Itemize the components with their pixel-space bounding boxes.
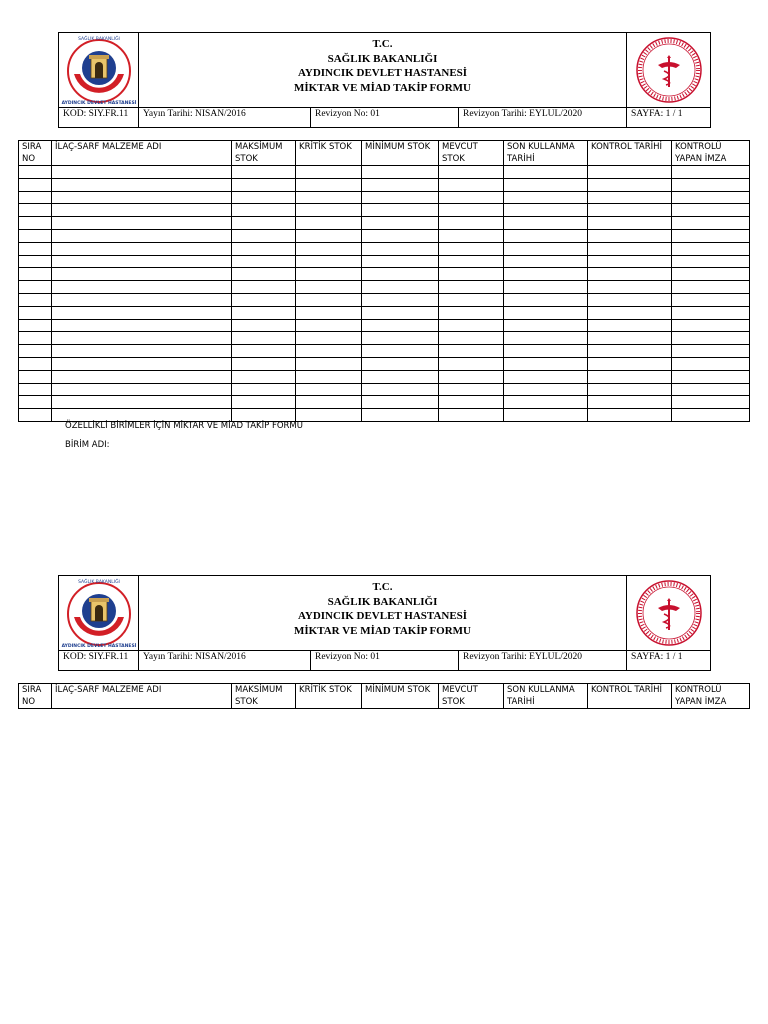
- table-cell[interactable]: [588, 319, 672, 332]
- stock-table-2: [18, 683, 750, 709]
- revision-no: Revizyon No: 01: [311, 108, 459, 128]
- ministry-seal-icon: [627, 33, 711, 108]
- form-header-1: [58, 32, 710, 128]
- table-cell[interactable]: [672, 178, 750, 191]
- table-cell[interactable]: [232, 319, 296, 332]
- unit-name-label: BİRİM ADI:: [65, 440, 110, 450]
- table-row: [19, 319, 750, 332]
- table-cell[interactable]: [362, 242, 439, 255]
- table-cell[interactable]: [362, 306, 439, 319]
- table-cell[interactable]: [296, 204, 362, 217]
- hospital-logo-icon: [59, 576, 139, 651]
- table-cell[interactable]: [439, 345, 504, 358]
- table-cell[interactable]: [19, 293, 52, 306]
- table-cell[interactable]: [52, 242, 232, 255]
- table-cell[interactable]: [672, 306, 750, 319]
- publish-date: Yayın Tarihi: NISAN/2016: [139, 108, 311, 128]
- table-cell[interactable]: [672, 293, 750, 306]
- table-cell[interactable]: [504, 293, 588, 306]
- table-cell[interactable]: [362, 293, 439, 306]
- table-cell[interactable]: [672, 370, 750, 383]
- table-cell[interactable]: [232, 166, 296, 179]
- table-cell[interactable]: [52, 332, 232, 345]
- table-cell[interactable]: [52, 166, 232, 179]
- table-header-row: [19, 684, 750, 709]
- table-row: [19, 306, 750, 319]
- table-cell[interactable]: [504, 319, 588, 332]
- table-cell[interactable]: [588, 345, 672, 358]
- table-cell[interactable]: [504, 345, 588, 358]
- table-cell[interactable]: [588, 409, 672, 422]
- table-cell[interactable]: [296, 293, 362, 306]
- table-cell[interactable]: [232, 229, 296, 242]
- table-cell[interactable]: [296, 281, 362, 294]
- page-number: SAYFA: 1 / 1: [627, 651, 711, 671]
- table-cell[interactable]: [296, 166, 362, 179]
- form-subtitle: ÖZELLİKLİ BİRİMLER İÇİN MİKTAR VE MİAD TAKİP FORMU: [65, 421, 303, 431]
- table-cell[interactable]: [504, 178, 588, 191]
- form-code: KOD: SIY.FR.11: [59, 108, 139, 128]
- table-cell[interactable]: [52, 396, 232, 409]
- table-cell[interactable]: [672, 383, 750, 396]
- table-cell[interactable]: [504, 357, 588, 370]
- table-cell[interactable]: [504, 268, 588, 281]
- col-max-stock: MAKSİMUM STOK: [232, 684, 296, 709]
- table-row: [19, 268, 750, 281]
- table-cell[interactable]: [362, 268, 439, 281]
- table-cell[interactable]: [362, 396, 439, 409]
- table-row: [19, 166, 750, 179]
- table-cell[interactable]: [296, 268, 362, 281]
- table-cell[interactable]: [19, 204, 52, 217]
- col-sira-no: SIRA NO: [19, 141, 52, 166]
- table-row: [19, 409, 750, 422]
- table-cell[interactable]: [296, 370, 362, 383]
- table-cell[interactable]: [19, 357, 52, 370]
- table-cell[interactable]: [52, 383, 232, 396]
- table-cell[interactable]: [362, 332, 439, 345]
- table-cell[interactable]: [296, 332, 362, 345]
- table-cell[interactable]: [19, 319, 52, 332]
- table-cell[interactable]: [232, 268, 296, 281]
- title-form: MİKTAR VE MİAD TAKİP FORMU: [293, 624, 472, 637]
- table-cell[interactable]: [296, 357, 362, 370]
- table-cell[interactable]: [52, 293, 232, 306]
- table-cell[interactable]: [588, 217, 672, 230]
- page-number: SAYFA: 1 / 1: [627, 108, 711, 128]
- table-cell[interactable]: [588, 383, 672, 396]
- table-cell[interactable]: [362, 229, 439, 242]
- table-cell[interactable]: [232, 383, 296, 396]
- table-cell[interactable]: [296, 383, 362, 396]
- table-cell[interactable]: [588, 268, 672, 281]
- table-row: [19, 242, 750, 255]
- hospital-logo-icon: [59, 33, 139, 108]
- table-cell[interactable]: [52, 345, 232, 358]
- table-cell[interactable]: [19, 281, 52, 294]
- table-cell[interactable]: [232, 191, 296, 204]
- table-row: [19, 396, 750, 409]
- table-cell[interactable]: [19, 178, 52, 191]
- table-cell[interactable]: [296, 178, 362, 191]
- table-cell[interactable]: [232, 396, 296, 409]
- table-cell[interactable]: [362, 255, 439, 268]
- col-control-date: KONTROL TARİHİ: [588, 141, 672, 166]
- table-row: [19, 191, 750, 204]
- table-cell[interactable]: [672, 357, 750, 370]
- table-cell[interactable]: [588, 306, 672, 319]
- table-cell[interactable]: [439, 370, 504, 383]
- table-cell[interactable]: [439, 293, 504, 306]
- table-cell[interactable]: [19, 332, 52, 345]
- table-cell[interactable]: [52, 229, 232, 242]
- table-cell[interactable]: [439, 191, 504, 204]
- table-cell[interactable]: [232, 217, 296, 230]
- table-cell[interactable]: [19, 242, 52, 255]
- form-title: [139, 576, 627, 651]
- table-cell[interactable]: [232, 204, 296, 217]
- table-cell[interactable]: [504, 242, 588, 255]
- table-cell[interactable]: [439, 217, 504, 230]
- col-control-date: KONTROL TARİHİ: [588, 684, 672, 709]
- table-cell[interactable]: [362, 357, 439, 370]
- form-code: KOD: SIY.FR.11: [59, 651, 139, 671]
- table-cell[interactable]: [504, 166, 588, 179]
- revision-date: Revizyon Tarihi: EYLUL/2020: [459, 651, 627, 671]
- table-cell[interactable]: [672, 319, 750, 332]
- table-cell[interactable]: [296, 319, 362, 332]
- table-row: [19, 255, 750, 268]
- table-cell[interactable]: [362, 178, 439, 191]
- table-cell[interactable]: [232, 255, 296, 268]
- table-cell[interactable]: [362, 345, 439, 358]
- table-cell[interactable]: [672, 345, 750, 358]
- table-row: [19, 370, 750, 383]
- table-cell[interactable]: [588, 396, 672, 409]
- table-cell[interactable]: [52, 268, 232, 281]
- table-cell[interactable]: [588, 281, 672, 294]
- table-cell[interactable]: [588, 229, 672, 242]
- table-cell[interactable]: [588, 242, 672, 255]
- col-expiry-date: SON KULLANMA TARİHİ: [504, 684, 588, 709]
- table-cell[interactable]: [19, 383, 52, 396]
- table-cell[interactable]: [52, 191, 232, 204]
- table-cell[interactable]: [232, 178, 296, 191]
- table-cell[interactable]: [19, 409, 52, 422]
- table-cell[interactable]: [439, 204, 504, 217]
- col-material-name: İLAÇ-SARF MALZEME ADI: [52, 141, 232, 166]
- table-cell[interactable]: [672, 409, 750, 422]
- table-cell[interactable]: [52, 370, 232, 383]
- table-cell[interactable]: [296, 409, 362, 422]
- table-cell[interactable]: [296, 345, 362, 358]
- table-cell[interactable]: [52, 409, 232, 422]
- col-material-name: İLAÇ-SARF MALZEME ADI: [52, 684, 232, 709]
- table-cell[interactable]: [232, 306, 296, 319]
- col-min-stock: MİNİMUM STOK: [362, 141, 439, 166]
- form-title: [139, 33, 627, 108]
- table-cell[interactable]: [19, 396, 52, 409]
- table-cell[interactable]: [232, 370, 296, 383]
- table-cell[interactable]: [362, 370, 439, 383]
- table-row: [19, 332, 750, 345]
- table-cell[interactable]: [232, 357, 296, 370]
- table-cell[interactable]: [19, 306, 52, 319]
- table-cell[interactable]: [672, 217, 750, 230]
- table-cell[interactable]: [672, 242, 750, 255]
- table-cell[interactable]: [504, 409, 588, 422]
- table-cell[interactable]: [52, 178, 232, 191]
- table-cell[interactable]: [296, 217, 362, 230]
- table-row: [19, 383, 750, 396]
- table-cell[interactable]: [504, 204, 588, 217]
- table-cell[interactable]: [232, 242, 296, 255]
- table-cell[interactable]: [588, 357, 672, 370]
- col-min-stock: MİNİMUM STOK: [362, 684, 439, 709]
- table-row: [19, 345, 750, 358]
- title-hospital: AYDINCIK DEVLET HASTANESİ: [297, 67, 468, 79]
- table-cell[interactable]: [504, 217, 588, 230]
- table-cell[interactable]: [439, 396, 504, 409]
- table-cell[interactable]: [504, 229, 588, 242]
- title-form: MİKTAR VE MİAD TAKİP FORMU: [293, 81, 472, 94]
- col-current-stock: MEVCUT STOK: [439, 141, 504, 166]
- col-expiry-date: SON KULLANMA TARİHİ: [504, 141, 588, 166]
- table-row: [19, 357, 750, 370]
- revision-no: Revizyon No: 01: [311, 651, 459, 671]
- table-cell[interactable]: [672, 191, 750, 204]
- table-cell[interactable]: [588, 204, 672, 217]
- table-cell[interactable]: [504, 396, 588, 409]
- table-cell[interactable]: [504, 191, 588, 204]
- table-cell[interactable]: [439, 281, 504, 294]
- title-ministry: SAĞLIK BAKANLIĞI: [327, 52, 438, 65]
- publish-date: Yayın Tarihi: NISAN/2016: [139, 651, 311, 671]
- table-cell[interactable]: [672, 396, 750, 409]
- table-cell[interactable]: [296, 229, 362, 242]
- table-cell[interactable]: [439, 255, 504, 268]
- table-cell[interactable]: [439, 319, 504, 332]
- table-row: [19, 204, 750, 217]
- table-cell[interactable]: [232, 332, 296, 345]
- col-sira-no: SIRA NO: [19, 684, 52, 709]
- table-cell[interactable]: [362, 191, 439, 204]
- table-cell[interactable]: [439, 229, 504, 242]
- table-cell[interactable]: [439, 383, 504, 396]
- table-cell[interactable]: [504, 306, 588, 319]
- table-cell[interactable]: [19, 166, 52, 179]
- table-cell[interactable]: [362, 281, 439, 294]
- table-cell[interactable]: [296, 242, 362, 255]
- col-controller-signature: KONTROLÜ YAPAN İMZA: [672, 684, 750, 709]
- table-cell[interactable]: [588, 166, 672, 179]
- table-row: [19, 229, 750, 242]
- title-ministry: SAĞLIK BAKANLIĞI: [327, 595, 438, 608]
- table-row: [19, 178, 750, 191]
- table-cell[interactable]: [362, 204, 439, 217]
- table-cell[interactable]: [439, 242, 504, 255]
- table-cell[interactable]: [504, 281, 588, 294]
- logo-ring-text: AYDINCIK DEVLET HASTANESİ: [61, 644, 136, 649]
- table-cell[interactable]: [296, 191, 362, 204]
- table-cell[interactable]: [672, 229, 750, 242]
- table-cell[interactable]: [439, 268, 504, 281]
- table-cell[interactable]: [588, 370, 672, 383]
- table-cell[interactable]: [232, 281, 296, 294]
- table-cell[interactable]: [362, 409, 439, 422]
- table-cell[interactable]: [588, 255, 672, 268]
- col-max-stock: MAKSİMUM STOK: [232, 141, 296, 166]
- logo-top-text: SAĞLIK BAKANLIĞI: [77, 580, 120, 585]
- table-row: [19, 217, 750, 230]
- table-cell[interactable]: [439, 306, 504, 319]
- title-tc: T.C.: [372, 581, 393, 593]
- table-cell[interactable]: [52, 319, 232, 332]
- table-cell[interactable]: [19, 191, 52, 204]
- table-cell[interactable]: [672, 268, 750, 281]
- col-critical-stock: KRİTİK STOK: [296, 141, 362, 166]
- table-row: [19, 293, 750, 306]
- table-cell[interactable]: [439, 178, 504, 191]
- table-cell[interactable]: [362, 319, 439, 332]
- table-cell[interactable]: [362, 217, 439, 230]
- table-cell[interactable]: [296, 396, 362, 409]
- table-row: [19, 281, 750, 294]
- table-cell[interactable]: [672, 204, 750, 217]
- table-cell[interactable]: [52, 217, 232, 230]
- table-cell[interactable]: [19, 229, 52, 242]
- table-cell[interactable]: [588, 178, 672, 191]
- table-cell[interactable]: [19, 268, 52, 281]
- table-cell[interactable]: [672, 332, 750, 345]
- title-hospital: AYDINCIK DEVLET HASTANESİ: [297, 610, 468, 622]
- table-cell[interactable]: [588, 191, 672, 204]
- table-cell[interactable]: [588, 332, 672, 345]
- table-cell[interactable]: [504, 332, 588, 345]
- col-current-stock: MEVCUT STOK: [439, 684, 504, 709]
- revision-date: Revizyon Tarihi: EYLUL/2020: [459, 108, 627, 128]
- col-critical-stock: KRİTİK STOK: [296, 684, 362, 709]
- table-cell[interactable]: [52, 357, 232, 370]
- table-cell[interactable]: [672, 166, 750, 179]
- table-cell[interactable]: [232, 345, 296, 358]
- table-cell[interactable]: [672, 255, 750, 268]
- table-cell[interactable]: [52, 306, 232, 319]
- table-cell[interactable]: [19, 370, 52, 383]
- table-cell[interactable]: [439, 166, 504, 179]
- table-cell[interactable]: [504, 255, 588, 268]
- title-tc: T.C.: [372, 38, 393, 50]
- table-cell[interactable]: [232, 409, 296, 422]
- table-cell[interactable]: [296, 306, 362, 319]
- table-cell[interactable]: [52, 281, 232, 294]
- table-cell[interactable]: [439, 357, 504, 370]
- table-cell[interactable]: [362, 166, 439, 179]
- table-cell[interactable]: [232, 293, 296, 306]
- col-controller-signature: KONTROLÜ YAPAN İMZA: [672, 141, 750, 166]
- table-cell[interactable]: [439, 409, 504, 422]
- table-cell[interactable]: [19, 255, 52, 268]
- table-cell[interactable]: [19, 217, 52, 230]
- table-cell[interactable]: [588, 293, 672, 306]
- table-header-row: [19, 141, 750, 166]
- table-cell[interactable]: [672, 281, 750, 294]
- form-header-2: [58, 575, 710, 671]
- table-cell[interactable]: [296, 255, 362, 268]
- table-cell[interactable]: [362, 383, 439, 396]
- logo-top-text: SAĞLIK BAKANLIĞI: [77, 37, 120, 42]
- table-cell[interactable]: [504, 370, 588, 383]
- table-cell[interactable]: [52, 255, 232, 268]
- table-cell[interactable]: [439, 332, 504, 345]
- table-cell[interactable]: [504, 383, 588, 396]
- table-cell[interactable]: [52, 204, 232, 217]
- stock-table-1: [18, 140, 750, 422]
- logo-ring-text: AYDINCIK DEVLET HASTANESİ: [61, 101, 136, 106]
- table-cell[interactable]: [19, 345, 52, 358]
- ministry-seal-icon: [627, 576, 711, 651]
